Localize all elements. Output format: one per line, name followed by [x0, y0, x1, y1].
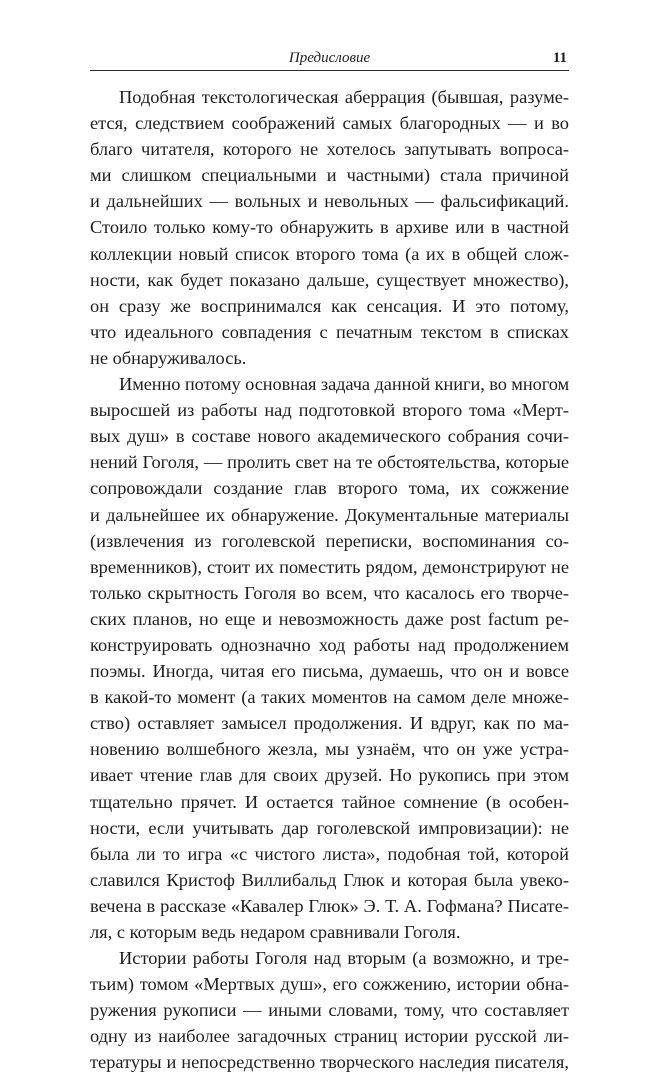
text-line: ности, если учитывать дар гоголевской импровизации): не — [90, 817, 569, 838]
text-line: сопровождали создание глав второго тома, их сожжение — [90, 478, 569, 499]
text-line: временников), стоит их поместить рядом, демонстрируют не — [90, 556, 569, 577]
text-line: ля, с которым ведь недаром сравнивали Гоголя. — [90, 922, 461, 942]
text-line: Именно потому основная задача данной книги, во многом — [119, 374, 569, 395]
text-line: конструировать однозначно ход работы над продолжением — [90, 634, 569, 655]
text-line: не обнаруживалось. — [90, 347, 247, 368]
text-line: Стоило только кому-то обнаружить в архиве или в частной — [90, 217, 569, 238]
running-title: Предисловие — [288, 50, 371, 66]
text-line: коллекции новый список второго тома (а их в общей слож- — [90, 243, 569, 264]
text-line: ми слишком специальными и частными) стала причиной — [90, 165, 569, 186]
text-line: тературы и непосредственно творческого наследия писателя, — [90, 1052, 569, 1073]
text-line: ство) оставляет замысел продолжения. И вдруг, как по ма- — [90, 713, 569, 734]
text-line: благо читателя, которого не хотелось запутывать вопроса- — [90, 139, 569, 160]
text-line: он сразу же воспринимался как сенсация. И это потому, — [90, 295, 569, 316]
text-line: и дальнейших — вольных и невольных — фальсификаций. — [90, 191, 569, 212]
page-number: 11 — [552, 50, 567, 66]
text-line: вечена в рассказе «Кавалер Глюк» Э. Т. А. Гофмана? Писате- — [90, 895, 569, 916]
text-line: ется, следствием соображений самых благородных — и во — [90, 113, 569, 134]
text-line: одну из наиболее загадочных страниц истории русской ли- — [90, 1026, 569, 1047]
text-line: в какой-то момент (а таких моментов на самом деле множе- — [90, 687, 569, 708]
text-line: ских планов, но еще и невозможность даже post factum ре- — [90, 608, 569, 629]
text-line: ружения рукописи — иными словами, тому, что составляет — [90, 1000, 569, 1021]
body-text — [90, 84, 569, 1076]
text-line: выросшей из работы над подготовкой второго тома «Мерт- — [90, 400, 569, 421]
text-line: Подобная текстологическая аберрация (бывшая, разуме- — [119, 87, 569, 107]
running-header — [90, 48, 569, 71]
text-line: славился Кристоф Виллибальд Глюк и которая была увеко- — [90, 869, 569, 890]
text-line: ности, как будет показано дальше, существует множество), — [90, 269, 569, 290]
text-line: нений Гоголя, — пролить свет на те обстоятельства, которые — [90, 452, 569, 473]
text-line: (извлечения из гоголевской переписки, воспоминания со- — [90, 530, 569, 551]
text-line: поэмы. Иногда, читая его письма, думаешь, что он и вовсе — [90, 661, 569, 682]
text-line: только скрытность Гоголя во всем, что касалось его творче- — [90, 582, 569, 603]
text-line: вых душ» в составе нового академического собрания сочи- — [90, 426, 569, 447]
text-line: новению волшебного жезла, мы узнаём, что он уже устра- — [90, 739, 569, 760]
text-line: и дальнейшее их обнаружение. Документальные материалы — [90, 504, 569, 525]
text-line: ивает чтение глав для своих друзей. Но рукопись при этом — [90, 765, 569, 786]
paragraph-2 — [90, 371, 569, 945]
text-line: была ли то игра «с чистого листа», подобная той, которой — [90, 843, 569, 864]
paragraph-3 — [90, 945, 569, 1075]
text-line: тьим) томом «Мертвых душ», его сожжению, истории обна- — [90, 974, 569, 995]
text-line: тщательно прячет. И остается тайное сомнение (в особен- — [90, 791, 569, 812]
paragraph-1 — [90, 84, 569, 371]
text-line: Истории работы Гоголя над вторым (а возможно, и тре- — [119, 948, 569, 969]
text-line: что идеального совпадения с печатным текстом в списках — [90, 321, 569, 342]
